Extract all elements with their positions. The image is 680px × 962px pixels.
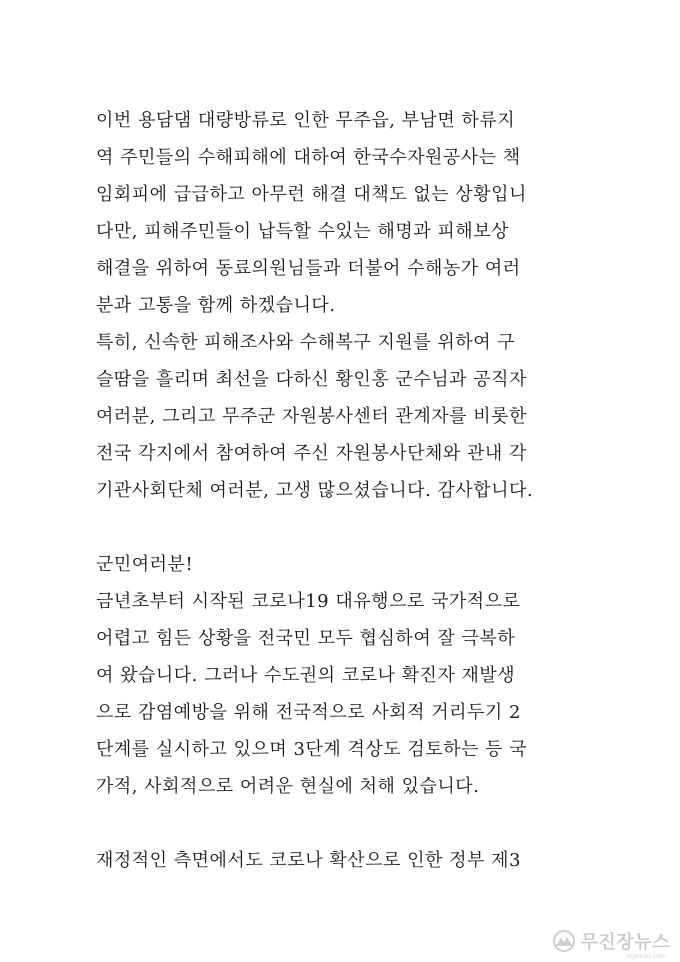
paragraph-1-line-2: 역 주민들의 수해피해에 대하여 한국수자원공사는 책 bbox=[96, 147, 521, 168]
paragraph-3-line-4: 으로 감염예방을 위해 전국적으로 사회적 거리두기 2 bbox=[96, 702, 521, 723]
salutation: 군민여러분! bbox=[96, 554, 194, 575]
paragraph-1-line-1: 이번 용담댐 대량방류로 인한 무주읍, 부남면 하류지 bbox=[96, 110, 516, 131]
paragraph-1-line-5: 해결을 위하여 동료의원님들과 더불어 수해농가 여러 bbox=[96, 258, 521, 279]
paragraph-2-line-5: 기관사회단체 여러분, 고생 많으셨습니다. 감사합니다. bbox=[96, 480, 534, 501]
watermark-subtext: mjjnews.com bbox=[626, 953, 666, 960]
paragraph-3-line-3: 여 왔습니다. 그러나 수도권의 코로나 확진자 재발생 bbox=[96, 665, 516, 686]
mountain-logo-icon bbox=[551, 930, 577, 952]
paragraph-3-line-6: 가적, 사회적으로 어려운 현실에 처해 있습니다. bbox=[96, 776, 480, 797]
watermark bbox=[551, 928, 670, 954]
paragraph-1-line-6: 분과 고통을 함께 하겠습니다. bbox=[96, 295, 336, 316]
paragraph-4-line-1: 재정적인 측면에서도 코로나 확산으로 인한 정부 제3 bbox=[96, 850, 521, 871]
paragraph-2-line-3: 여러분, 그리고 무주군 자원봉사센터 관계자를 비롯한 bbox=[96, 406, 527, 427]
paragraph-2-line-2: 슬땀을 흘리며 최선을 다하신 황인홍 군수님과 공직자 bbox=[96, 369, 527, 390]
paragraph-1-line-3: 임회피에 급급하고 아무런 해결 대책도 없는 상황입니 bbox=[96, 184, 527, 205]
paragraph-3-line-5: 단계를 실시하고 있으며 3단계 격상도 검토하는 등 국 bbox=[96, 739, 528, 760]
paragraph-2-line-1: 특히, 신속한 피해조사와 수해복구 지원를 위하여 구 bbox=[96, 332, 516, 353]
paragraph-3-line-1: 금년초부터 시작된 코로나19 대유행으로 국가적으로 bbox=[96, 591, 521, 612]
paragraph-1-line-4: 다만, 피해주민들이 납득할 수있는 해명과 피해보상 bbox=[96, 221, 509, 242]
paragraph-3-line-2: 어렵고 힘든 상황을 전국민 모두 협심하여 잘 극복하 bbox=[96, 628, 516, 649]
watermark-text: 무진장뉴스 bbox=[580, 932, 670, 953]
paragraph-2-line-4: 전국 각지에서 참여하여 주신 자원봉사단체와 관내 각 bbox=[96, 443, 527, 464]
